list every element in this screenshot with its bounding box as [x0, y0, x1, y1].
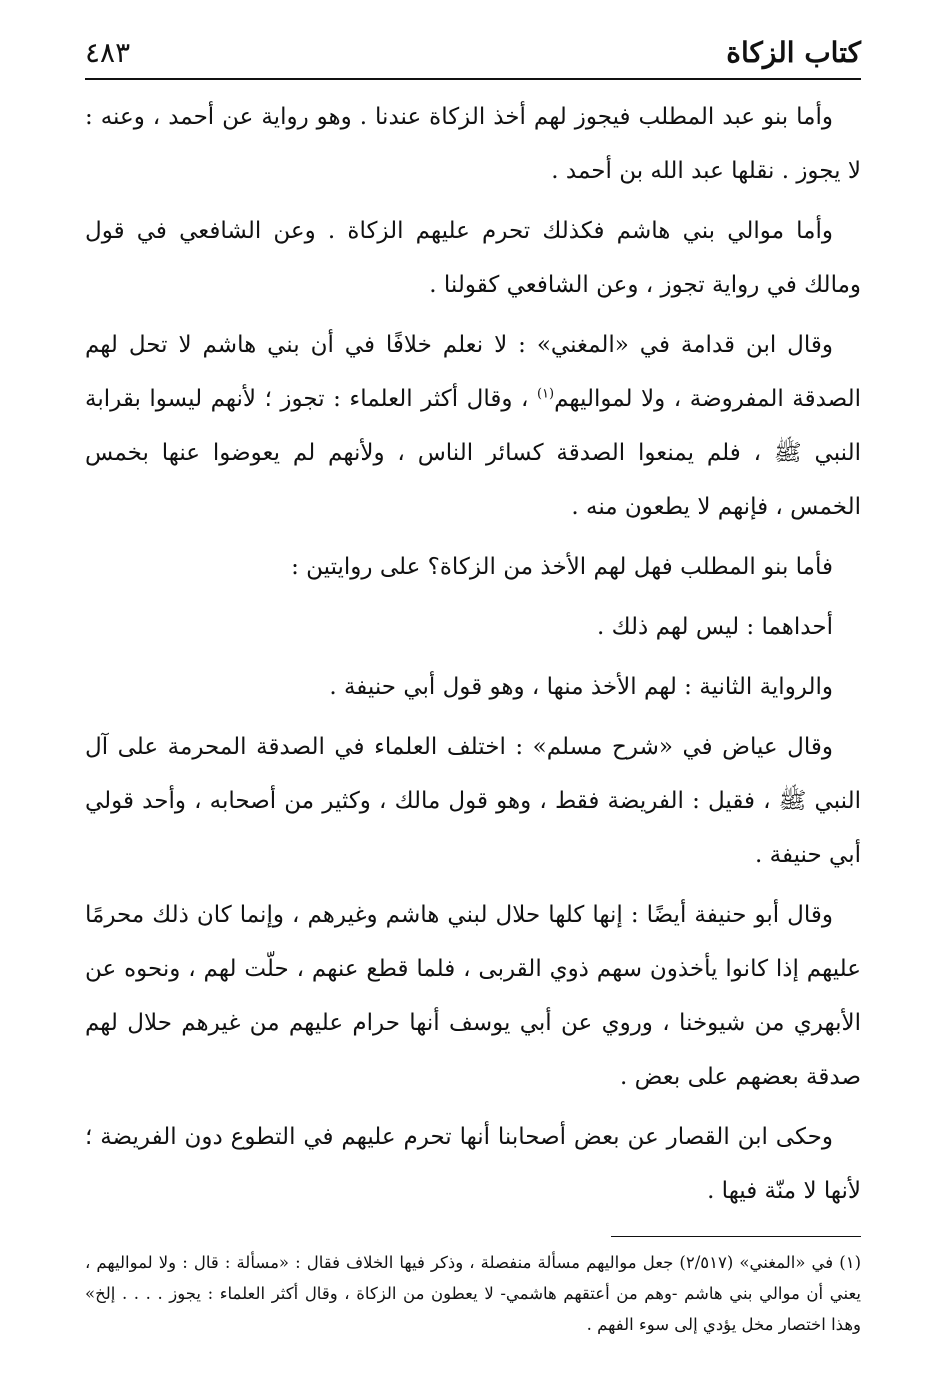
paragraph: وأما موالي بني هاشم فكذلك تحرم عليهم الزكاة . وعن الشافعي في قول ومالك في رواية تجوز ، وعن الشافعي كقولنا .: [85, 218, 861, 298]
running-title: كتاب الزكاة: [726, 36, 861, 69]
footnote-reference[interactable]: (١): [536, 386, 555, 402]
paragraph: وأما بنو عبد المطلب فيجوز لهم أخذ الزكاة عندنا . وهو رواية عن أحمد ، وعنه : لا يجوز . نقلها عبد الله بن أحمد .: [85, 104, 861, 184]
book-page: [85, 28, 861, 1340]
paragraph: وحكى ابن القصار عن بعض أصحابنا أنها تحرم عليهم في التطوع دون الفريضة ؛ لأنها لا منّة فيها .: [85, 1124, 861, 1204]
paragraph: وقال أبو حنيفة أيضًا : إنها كلها حلال لبني هاشم وغيرهم ، وإنما كان ذلك محرمًا عليهم إذا كانوا يأخذون سهم ذوي القربى ، فلما قطع عنهم ، حلّت لهم ، ونحوه عن الأبهري من شيوخنا ، وروي عن أبي يوسف أنها حرام عليهم من غيرهم حلال لهم صدقة بعضهم على بعض .: [85, 902, 861, 1090]
paragraph-text: وقال ابن قدامة في «المغني» : لا نعلم خلافًا في أن بني هاشم لا تحل لهم الصدقة المفروضة ، ولا لمواليهم: [85, 332, 861, 412]
paragraph: والرواية الثانية : لهم الأخذ منها ، وهو قول أبي حنيفة .: [329, 674, 833, 700]
paragraph: [85, 318, 861, 534]
footnotes: [85, 1247, 861, 1340]
footnote-separator: [611, 1236, 861, 1237]
paragraph-text: ، وقال أكثر العلماء : تجوز ؛ لأنهم ليسوا بقرابة النبي ﷺ ، فلم يمنعوا الصدقة كسائر الناس ، ولأنهم لم يعوضوا عنها بخمس الخمس ، فإنهم لا يطعون منه .: [85, 386, 861, 520]
paragraph: أحداهما : ليس لهم ذلك .: [597, 614, 833, 640]
footnote: (١) في «المغني» (٢/٥١٧) جعل مواليهم مسألة منفصلة ، وذكر فيها الخلاف فقال : «مسألة : قال : ولا لمواليهم ، يعني أن موالي بني هاشم -وهم من أعتقهم هاشمي- لا يعطون من الزكاة ، وقال أكثر العلماء : يجوز . . . . إلخ» وهذا اختصار مخل يؤدي إلى سوء الفهم .: [85, 1253, 861, 1334]
paragraph: وقال عياض في «شرح مسلم» : اختلف العلماء في الصدقة المحرمة على آل النبي ﷺ ، فقيل : الفريضة فقط ، وهو قول مالك ، وكثير من أصحابه ، وأحد قولي أبي حنيفة .: [85, 734, 861, 868]
paragraph: فأما بنو المطلب فهل لهم الأخذ من الزكاة؟ على روايتين :: [291, 554, 833, 580]
main-text: [85, 90, 861, 1218]
page-number: ٤٨٣: [85, 36, 131, 69]
page-header: [85, 28, 861, 80]
